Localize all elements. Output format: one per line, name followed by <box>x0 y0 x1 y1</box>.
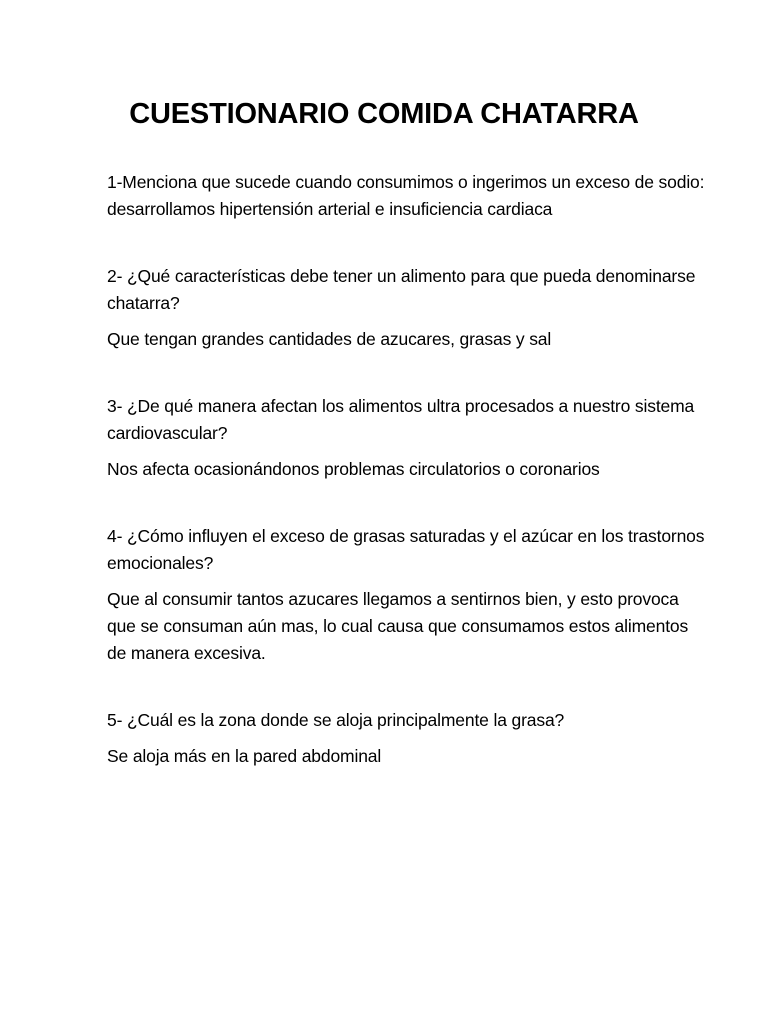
question-block-1 <box>107 169 708 223</box>
answer-2-text: Que tengan grandes cantidades de azucares, grasas y sal <box>107 329 552 349</box>
question-block-5 <box>107 707 708 770</box>
question-3-text: 3- ¿De qué manera afectan los alimentos ultra procesados a nuestro sistema cardiovascular? <box>107 396 695 443</box>
question-2-text: 2- ¿Qué características debe tener un alimento para que pueda denominarse chatarra? <box>107 266 696 313</box>
question-block-4 <box>107 523 708 667</box>
question-block-3 <box>107 393 708 483</box>
page-title: CUESTIONARIO COMIDA CHATARRA <box>129 98 639 130</box>
question-1-text: 1-Menciona que sucede cuando consumimos o ingerimos un exceso de sodio: desarrollamos hipertensión arterial e insuficiencia cardiaca <box>107 172 705 219</box>
question-5-text: 5- ¿Cuál es la zona donde se aloja principalmente la grasa? <box>107 710 565 730</box>
question-4-text: 4- ¿Cómo influyen el exceso de grasas saturadas y el azúcar en los trastornos emocionales? <box>107 526 705 573</box>
answer-5-text: Se aloja más en la pared abdominal <box>107 746 382 766</box>
answer-4-text: Que al consumir tantos azucares llegamos a sentirnos bien, y esto provoca que se consuman aún mas, lo cual causa que consumamos estos alimentos de manera excesiva. <box>107 589 689 663</box>
question-block-2 <box>107 263 708 353</box>
answer-3-text: Nos afecta ocasionándonos problemas circulatorios o coronarios <box>107 459 600 479</box>
